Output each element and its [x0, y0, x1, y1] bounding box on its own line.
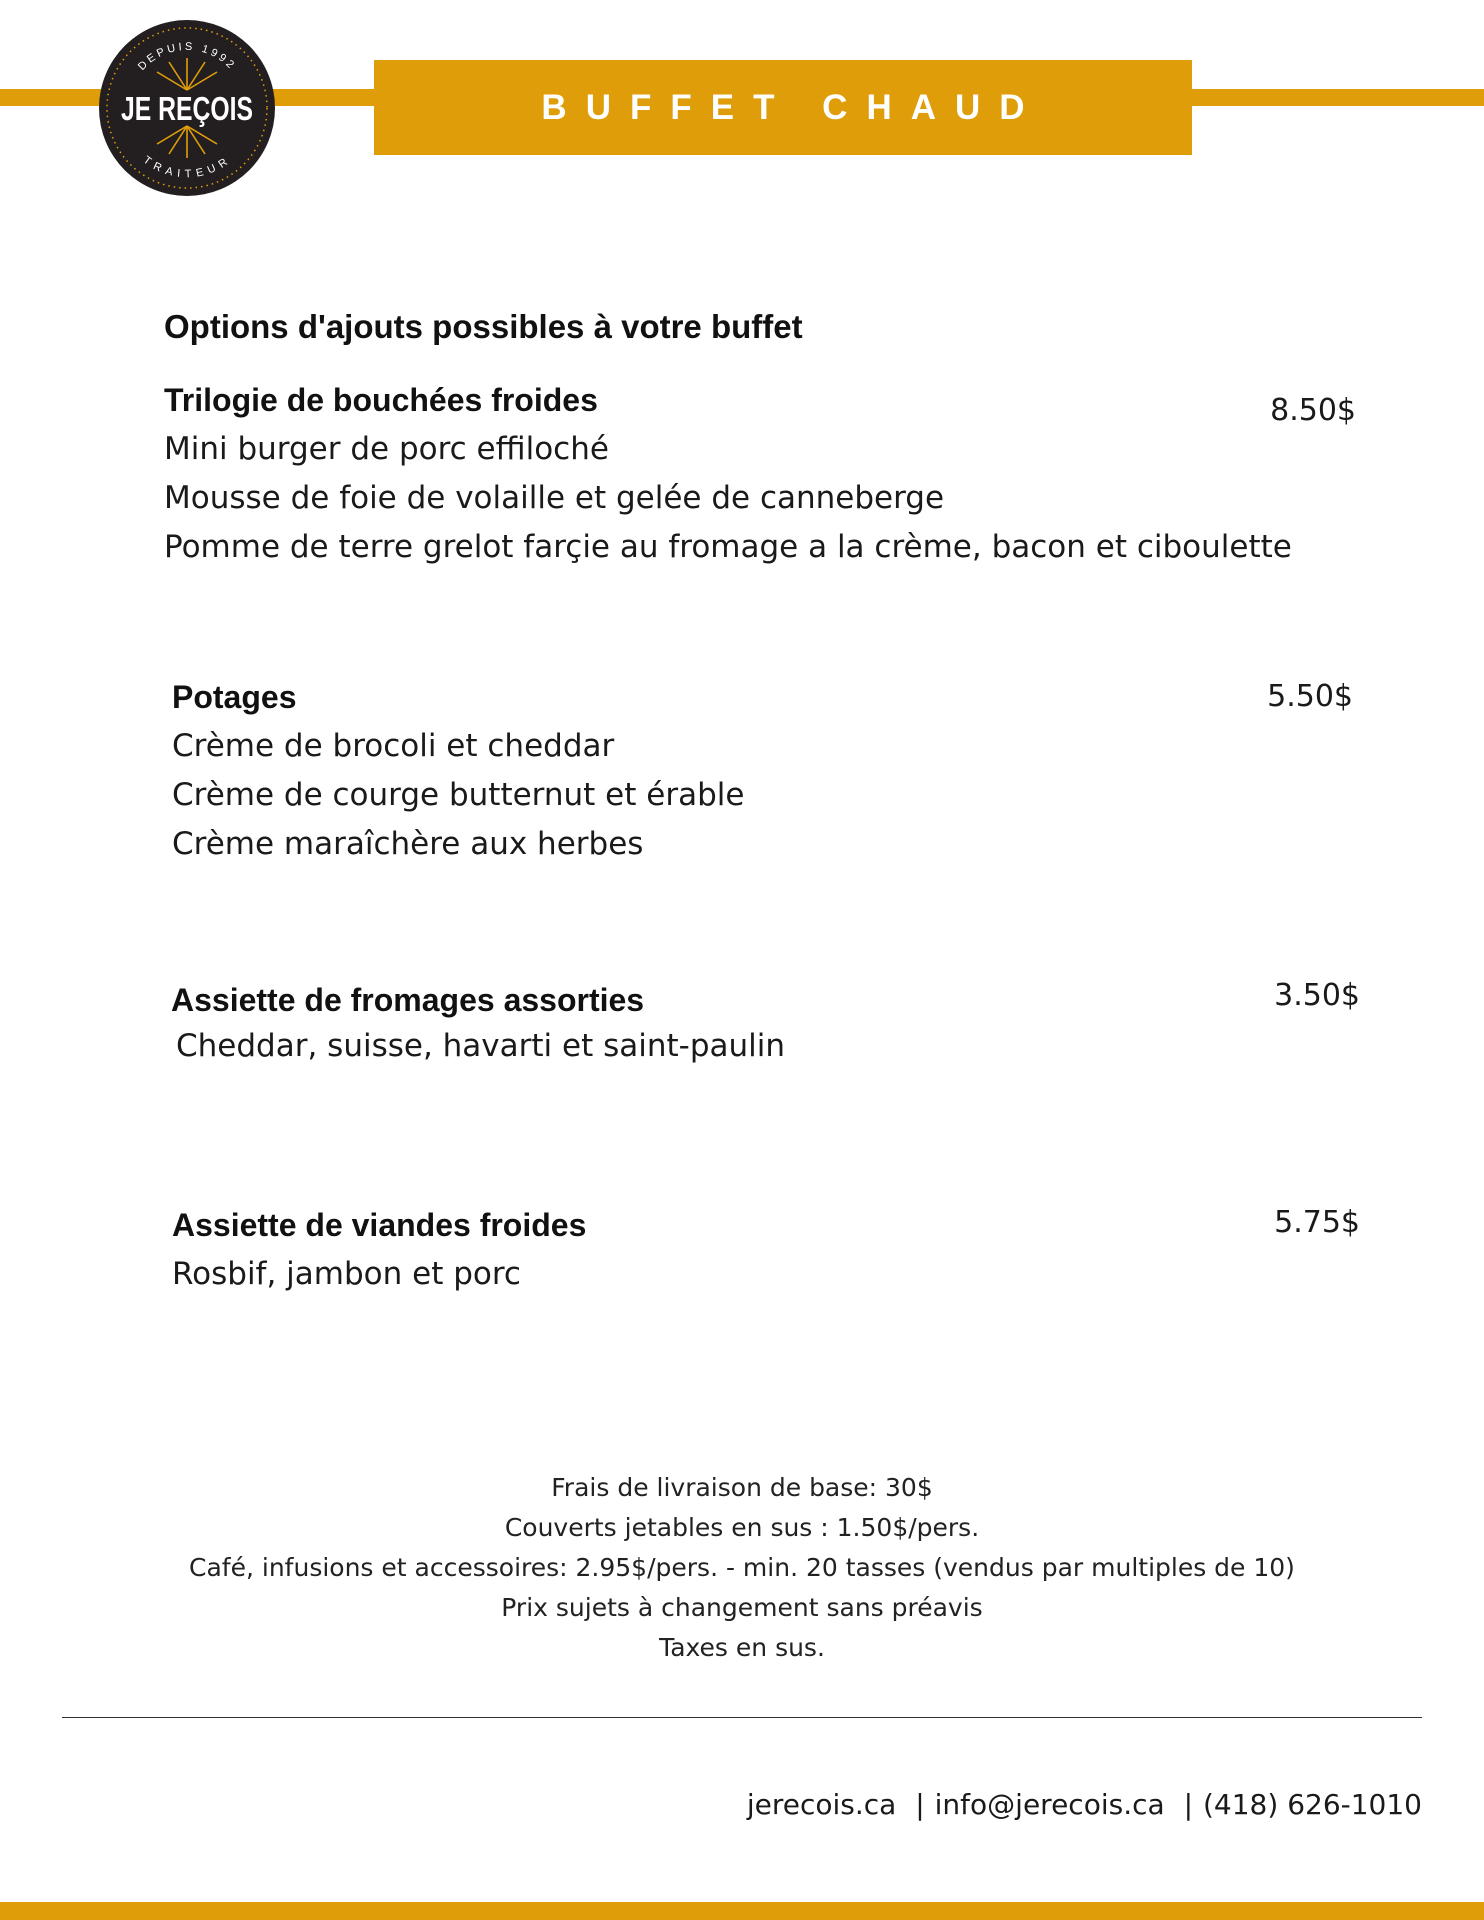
logo-bottom-arc-text: TRAITEUR	[140, 154, 234, 181]
title-banner	[374, 60, 1192, 155]
section-viandes	[172, 1201, 586, 1299]
section-title: Potages	[172, 679, 297, 715]
header-accent-bar-right	[1190, 89, 1484, 106]
email-link[interactable]: info@jerecois.ca	[934, 1788, 1165, 1821]
list-item: Rosbif, jambon et porc	[172, 1256, 521, 1292]
note-cutlery: Couverts jetables en sus : 1.50$/pers.	[504, 1513, 980, 1542]
list-item: Crème maraîchère aux herbes	[172, 826, 644, 862]
note-coffee: Café, infusions et accessoires: 2.95$/pers. - min. 20 tasses (vendus par multiples de 10)	[189, 1553, 1295, 1582]
separator: |	[915, 1788, 925, 1821]
note-taxes: Taxes en sus.	[659, 1633, 825, 1662]
contact-line	[747, 1788, 1422, 1821]
list-item: Mini burger de porc effiloché	[164, 431, 609, 467]
list-item: Cheddar, suisse, havarti et saint-paulin	[176, 1028, 786, 1064]
price-fromages: 3.50$	[1274, 978, 1360, 1013]
note-prices: Prix sujets à changement sans préavis	[501, 1593, 983, 1622]
price-potages: 5.50$	[1267, 679, 1353, 714]
list-item: Pomme de terre grelot farçie au fromage a la crème, bacon et ciboulette	[164, 529, 1292, 565]
section-trilogie	[164, 376, 1292, 572]
phone-number[interactable]: (418) 626-1010	[1203, 1788, 1422, 1821]
page-title: BUFFET CHAUD	[541, 87, 1044, 127]
footer-notes	[0, 1468, 1484, 1668]
list-item: Crème de brocoli et cheddar	[172, 728, 615, 764]
logo-name: JE REÇOIS	[121, 90, 253, 127]
list-item: Mousse de foie de volaille et gelée de canneberge	[164, 480, 945, 516]
website-link[interactable]: jerecois.ca	[746, 1788, 897, 1821]
logo-top-arc-text: DEPUIS 1992	[135, 40, 239, 73]
section-potages	[172, 673, 744, 869]
section-title: Trilogie de bouchées froides	[164, 382, 598, 418]
footer-accent-bar	[0, 1902, 1484, 1920]
price-viandes: 5.75$	[1274, 1205, 1360, 1240]
options-heading: Options d'ajouts possibles à votre buffet	[164, 308, 803, 345]
note-delivery: Frais de livraison de base: 30$	[551, 1473, 933, 1502]
list-item: Crème de courge butternut et érable	[172, 777, 745, 813]
footer-divider	[62, 1717, 1422, 1718]
section-title: Assiette de viandes froides	[172, 1207, 587, 1243]
section-fromages	[171, 977, 785, 1069]
logo	[97, 18, 277, 198]
price-trilogie: 8.50$	[1270, 393, 1356, 428]
section-title: Assiette de fromages assorties	[171, 982, 645, 1018]
separator: |	[1183, 1788, 1193, 1821]
